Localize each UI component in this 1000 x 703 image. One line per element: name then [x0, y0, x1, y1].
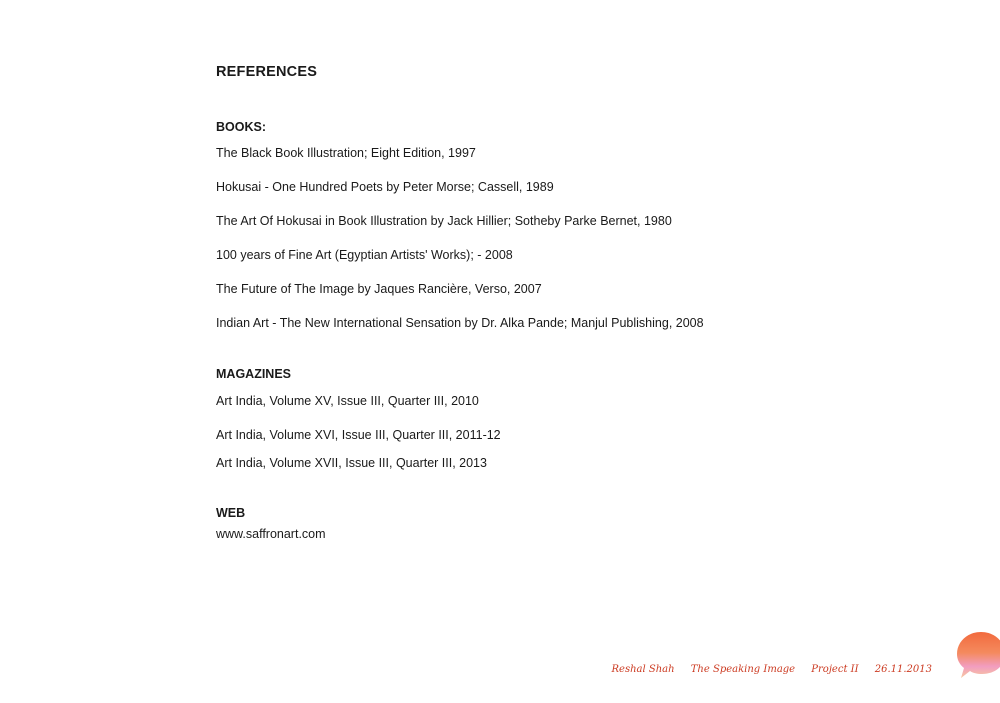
magazines-heading: MAGAZINES	[216, 367, 291, 381]
books-heading: BOOKS:	[216, 120, 266, 134]
web-link[interactable]: www.saffronart.com	[216, 527, 326, 541]
book-entry: The Art Of Hokusai in Book Illustration by Jack Hillier; Sotheby Parke Bernet, 1980	[216, 214, 672, 228]
magazine-entry: Art India, Volume XVII, Issue III, Quarter III, 2013	[216, 456, 487, 470]
book-entry: Hokusai - One Hundred Poets by Peter Morse; Cassell, 1989	[216, 180, 554, 194]
footer-author: Reshal Shah	[611, 664, 675, 675]
book-entry: Indian Art - The New International Sensation by Dr. Alka Pande; Manjul Publishing, 2008	[216, 316, 704, 330]
book-entry: The Future of The Image by Jaques Rancière, Verso, 2007	[216, 282, 542, 296]
footer-project-number: Project II	[811, 664, 859, 675]
footer	[612, 664, 932, 675]
page-title: REFERENCES	[216, 64, 318, 80]
book-entry: 100 years of Fine Art (Egyptian Artists' Works); - 2008	[216, 248, 513, 262]
web-heading: WEB	[216, 506, 246, 520]
speech-bubble-icon	[955, 630, 1000, 686]
book-entry: The Black Book Illustration; Eight Edition, 1997	[216, 146, 476, 160]
magazine-entry: Art India, Volume XV, Issue III, Quarter III, 2010	[216, 394, 479, 408]
magazine-entry: Art India, Volume XVI, Issue III, Quarter III, 2011-12	[216, 428, 501, 442]
footer-project-title: The Speaking Image	[690, 664, 796, 675]
footer-date: 26.11.2013	[874, 664, 932, 675]
